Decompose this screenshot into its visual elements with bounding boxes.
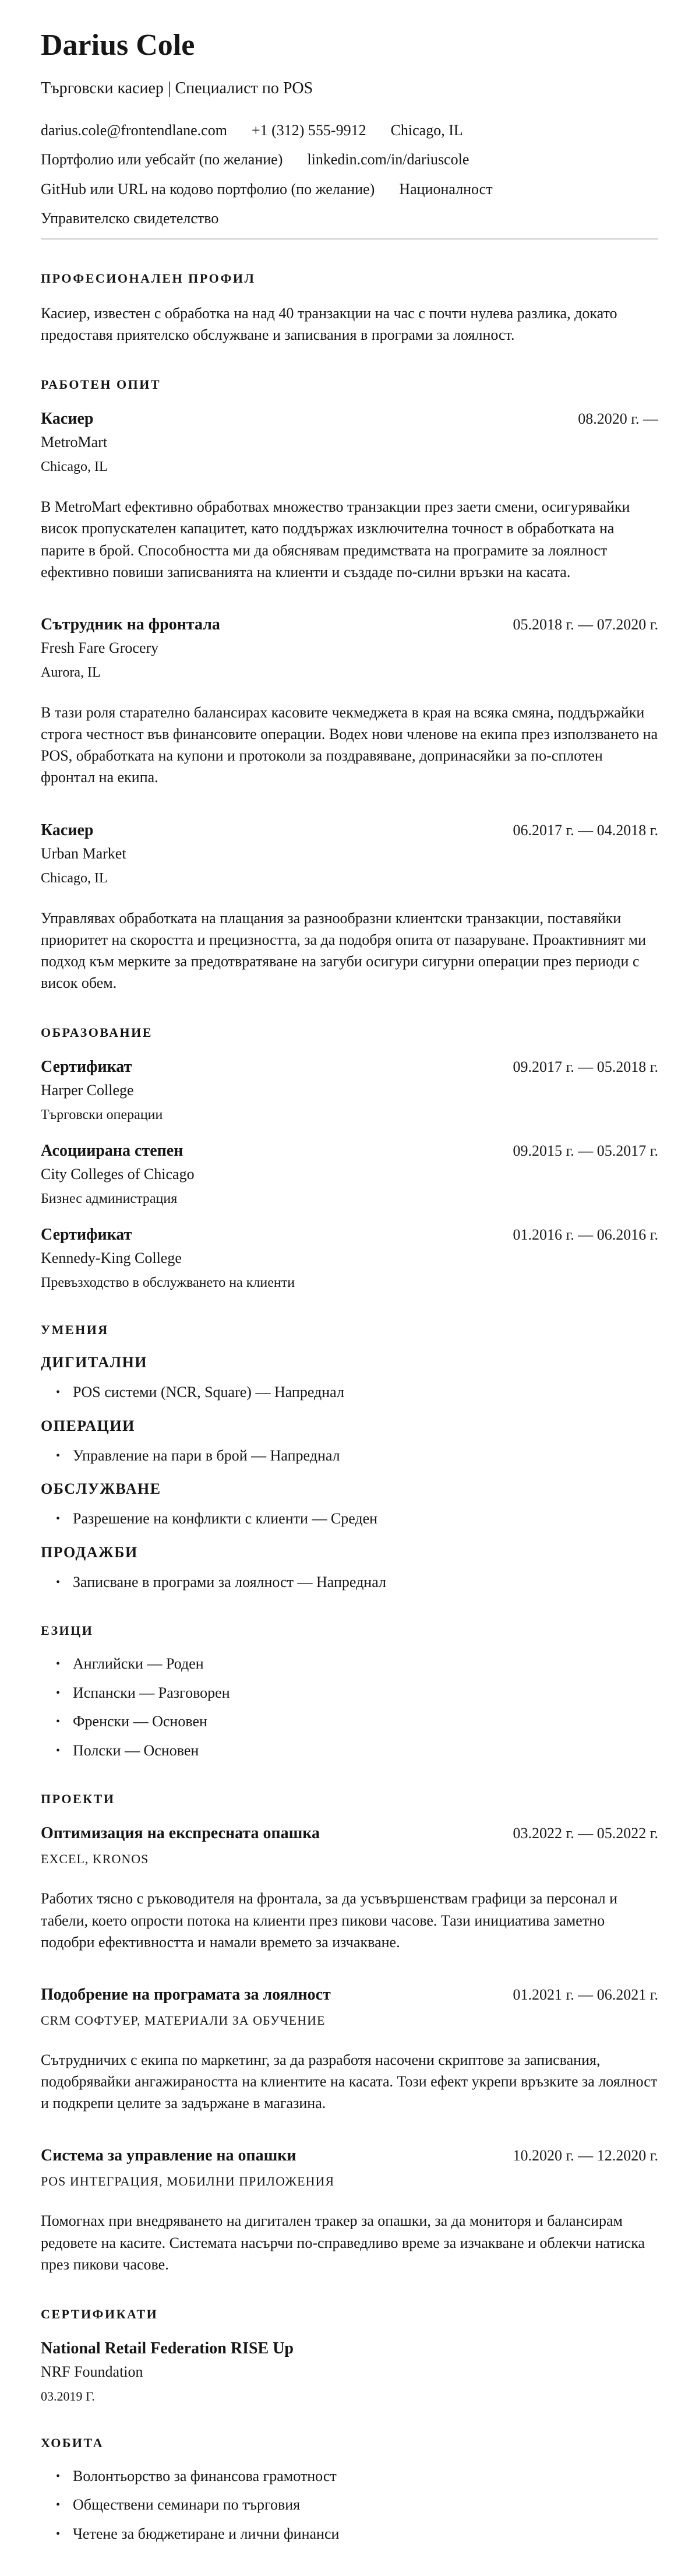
job-company: Urban Market bbox=[41, 844, 126, 862]
project-description: Сътрудничих с екипа по маркетинг, за да разработя насочени скриптове за записвания, подобрявайки ангажираността на клиентите на касата. Този ефект укрепи връзките за лоялност и подкрепи целите за задържане в магазина. bbox=[41, 2051, 658, 2112]
language-item-text: Френски — Основен bbox=[73, 1713, 207, 1730]
section-work-experience bbox=[41, 377, 658, 994]
education-entry bbox=[41, 1224, 658, 1291]
bullet-icon: • bbox=[56, 1686, 61, 1699]
project-description: Помогнах при внедряването на дигитален тракер за опашки, за да мониторя и балансирам редовете на касите. Системата насърчи по-справедливо време за изчакване и облекчи натиска през пикови часове. bbox=[41, 2212, 645, 2273]
github-placeholder-text: GitHub или URL на кодово портфолио (по желание) bbox=[41, 180, 375, 198]
job-title: Касиер bbox=[41, 821, 94, 839]
hobby-item-text: Волонтьорство за финансова грамотност bbox=[73, 2467, 337, 2484]
skill-item bbox=[41, 1383, 658, 1402]
header-divider bbox=[41, 238, 658, 240]
contact-row-links bbox=[41, 150, 658, 168]
education-header bbox=[41, 1141, 658, 1161]
language-item bbox=[41, 1741, 658, 1761]
candidate-title: Търговски касиер | Специалист по POS bbox=[41, 79, 313, 97]
bullet-icon: • bbox=[56, 2498, 61, 2512]
certificate-issuer: NRF Foundation bbox=[41, 2363, 143, 2380]
phone-text: +1 (312) 555-9912 bbox=[251, 122, 366, 139]
job-dates: 08.2020 г. — bbox=[578, 410, 658, 428]
project-dates: 03.2022 г. — 05.2022 г. bbox=[513, 1825, 658, 1842]
section-languages bbox=[41, 1623, 658, 1760]
project-entry bbox=[41, 1984, 658, 2114]
job-location: Chicago, IL bbox=[41, 870, 108, 886]
project-header bbox=[41, 1984, 658, 2005]
bullet-icon: • bbox=[56, 1512, 61, 1526]
skill-category-name: ПРОДАЖБИ bbox=[41, 1543, 138, 1561]
project-title: Подобрение на програмата за лоялност bbox=[41, 1985, 331, 2004]
hobby-item bbox=[41, 2467, 658, 2486]
certificate-entry bbox=[41, 2338, 658, 2404]
hobby-item-text: Четене за бюджетиране и лични финанси bbox=[73, 2525, 340, 2542]
section-heading-languages: ЕЗИЦИ bbox=[41, 1623, 94, 1638]
project-entry bbox=[41, 2145, 658, 2275]
skill-category bbox=[41, 1354, 658, 1402]
contact-row-license bbox=[41, 209, 658, 227]
section-hobbies bbox=[41, 2436, 658, 2544]
contact-row-primary bbox=[41, 121, 658, 139]
job-dates: 05.2018 г. — 07.2020 г. bbox=[513, 615, 658, 633]
section-heading-education: ОБРАЗОВАНИЕ bbox=[41, 1025, 153, 1040]
section-heading-profile: ПРОФЕСИОНАЛЕН ПРОФИЛ bbox=[41, 270, 256, 286]
education-dates: 09.2015 г. — 05.2017 г. bbox=[513, 1142, 658, 1160]
skill-item bbox=[41, 1509, 658, 1529]
education-entry bbox=[41, 1141, 658, 1207]
skill-category bbox=[41, 1417, 658, 1466]
nationality-placeholder-text: Националност bbox=[399, 180, 493, 198]
skill-category bbox=[41, 1544, 658, 1592]
bullet-icon: • bbox=[56, 1386, 61, 1399]
job-company: MetroMart bbox=[41, 434, 108, 451]
project-title: Система за управление на опашки bbox=[41, 2146, 296, 2165]
section-education bbox=[41, 1025, 658, 1291]
project-tags: CRM СОФТУЕР, МАТЕРИАЛИ ЗА ОБУЧЕНИЕ bbox=[41, 2012, 326, 2028]
skill-category bbox=[41, 1480, 658, 1529]
section-professional-profile bbox=[41, 271, 658, 346]
project-dates: 01.2021 г. — 06.2021 г. bbox=[513, 1986, 658, 2003]
hobby-item bbox=[41, 2525, 658, 2544]
email-text: darius.cole@frontendlane.com bbox=[41, 122, 227, 139]
education-field: Превъзходство в обслужването на клиенти bbox=[41, 1275, 295, 1291]
project-tags: POS ИНТЕГРАЦИЯ, МОБИЛНИ ПРИЛОЖЕНИЯ bbox=[41, 2174, 335, 2189]
education-degree: Сертификат bbox=[41, 1226, 132, 1244]
job-company: Fresh Fare Grocery bbox=[41, 639, 159, 656]
language-item-text: Английски — Роден bbox=[73, 1655, 204, 1673]
bullet-icon: • bbox=[56, 1744, 61, 1757]
skill-item-text: Управление на пари в брой — Напреднал bbox=[73, 1447, 340, 1464]
resume-header bbox=[41, 28, 658, 240]
section-heading-skills: УМЕНИЯ bbox=[41, 1322, 109, 1338]
language-item-text: Полски — Основен bbox=[73, 1741, 199, 1759]
bullet-icon: • bbox=[56, 2469, 61, 2483]
candidate-name: Darius Cole bbox=[41, 29, 195, 62]
education-degree: Асоциирана степен bbox=[41, 1142, 183, 1160]
education-dates: 09.2017 г. — 05.2018 г. bbox=[513, 1058, 658, 1076]
project-tags: EXCEL, KRONOS bbox=[41, 1852, 149, 1867]
skill-item-text: Разрешение на конфликти с клиенти — Среден bbox=[73, 1510, 378, 1528]
hobby-item bbox=[41, 2496, 658, 2515]
section-heading-projects: ПРОЕКТИ bbox=[41, 1792, 115, 1807]
project-header bbox=[41, 2145, 658, 2166]
job-description: В MetroMart ефективно обработвах множество транзакции през заети смени, осигурявайки висок пропускателен капацитет, като поддържах изключителна точност в обработката на парите в брой. Способността ми да обяснявам предимствата на програмите за лоялност ефективно повиши записванията на клиенти и създаде по-силни връзки на касата. bbox=[41, 498, 630, 580]
bullet-icon: • bbox=[56, 1575, 61, 1589]
project-description: Работих тясно с ръководителя на фронтала, за да усъвършенствам графици за персонал и табели, което опрости потока на клиенти през пикови часове. Тази инициатива заметно подобри ефективността и намали времето за изчакване. bbox=[41, 1890, 618, 1951]
education-field: Търговски операции bbox=[41, 1107, 163, 1123]
job-header bbox=[41, 820, 658, 840]
education-school: Kennedy-King College bbox=[41, 1250, 182, 1267]
location-text: Chicago, IL bbox=[390, 122, 463, 139]
job-location: Aurora, IL bbox=[41, 664, 101, 680]
job-title: Сътрудник на фронтала bbox=[41, 615, 220, 634]
section-heading-certificates: СЕРТИФИКАТИ bbox=[41, 2306, 158, 2321]
linkedin-text: linkedin.com/in/dariuscole bbox=[307, 151, 469, 168]
job-header bbox=[41, 614, 658, 635]
project-title: Оптимизация на експресната опашка bbox=[41, 1824, 320, 1843]
hobby-item-text: Обществени семинари по търговия bbox=[73, 2496, 301, 2514]
skill-category-name: ОБСЛУЖВАНЕ bbox=[41, 1480, 161, 1498]
project-entry bbox=[41, 1823, 658, 1953]
certificate-name: National Retail Federation RISE Up bbox=[41, 2339, 294, 2357]
profile-text: Касиер, известен с обработка на над 40 транзакции на час с почти нулева разлика, докато предоставя приятелско обслужване и записвания в програми за лоялност. bbox=[41, 304, 617, 344]
certificate-date: 03.2019 Г. bbox=[41, 2388, 95, 2403]
education-school: Harper College bbox=[41, 1082, 134, 1099]
section-heading-experience: РАБОТЕН ОПИТ bbox=[41, 377, 161, 392]
job-header bbox=[41, 409, 658, 429]
job-location: Chicago, IL bbox=[41, 459, 108, 475]
job-description: В тази роля старателно балансирах касовите чекмеджета в края на всяка смяна, поддържайки строга честност във финансовите операции. Водех нови членове на екипа през използването на POS, обработката на купони и протоколи за поздравяване, допринасяйки за по-сплотен фронтал на екипа. bbox=[41, 703, 658, 786]
skill-category-name: ОПЕРАЦИИ bbox=[41, 1417, 135, 1434]
portfolio-placeholder-text: Портфолио или уебсайт (по желание) bbox=[41, 151, 283, 168]
job-entry bbox=[41, 614, 658, 789]
bullet-icon: • bbox=[56, 2527, 61, 2540]
language-item bbox=[41, 1684, 658, 1703]
education-field: Бизнес администрация bbox=[41, 1191, 178, 1207]
job-entry bbox=[41, 820, 658, 994]
job-entry bbox=[41, 409, 658, 583]
language-item bbox=[41, 1655, 658, 1674]
skill-item bbox=[41, 1447, 658, 1466]
project-header bbox=[41, 1823, 658, 1843]
skill-category-name: ДИГИТАЛНИ bbox=[41, 1354, 148, 1371]
job-description: Управлявах обработката на плащания за разнообразни клиентски транзакции, поставяйки приоритет на скоростта и прецизността, за да подобря опита от пазаруване. Проактивният ми подход към мерките за предотвратяване на загуби осигури сигурни операции през периоди с висок обем. bbox=[41, 909, 646, 992]
education-school: City Colleges of Chicago bbox=[41, 1166, 195, 1183]
language-item bbox=[41, 1712, 658, 1732]
section-skills bbox=[41, 1322, 658, 1592]
education-header bbox=[41, 1224, 658, 1245]
section-certificates bbox=[41, 2307, 658, 2404]
education-degree: Сертификат bbox=[41, 1058, 132, 1076]
skill-item-text: POS системи (NCR, Square) — Напреднал bbox=[73, 1384, 344, 1401]
education-header bbox=[41, 1057, 658, 1077]
bullet-icon: • bbox=[56, 1715, 61, 1729]
bullet-icon: • bbox=[56, 1449, 61, 1462]
section-heading-hobbies: ХОБИТА bbox=[41, 2435, 104, 2450]
bullet-icon: • bbox=[56, 1657, 61, 1671]
language-item-text: Испански — Разговорен bbox=[73, 1684, 230, 1701]
driving-license-text: Управителско свидетелство bbox=[41, 209, 219, 227]
contact-row-extra bbox=[41, 180, 658, 198]
section-projects bbox=[41, 1792, 658, 2275]
job-title: Касиер bbox=[41, 410, 94, 428]
education-dates: 01.2016 г. — 06.2016 г. bbox=[513, 1226, 658, 1244]
skill-item-text: Записване в програми за лоялност — Напреднал bbox=[73, 1573, 386, 1590]
job-dates: 06.2017 г. — 04.2018 г. bbox=[513, 821, 658, 839]
education-entry bbox=[41, 1057, 658, 1123]
project-dates: 10.2020 г. — 12.2020 г. bbox=[513, 2147, 658, 2165]
skill-item bbox=[41, 1573, 658, 1592]
